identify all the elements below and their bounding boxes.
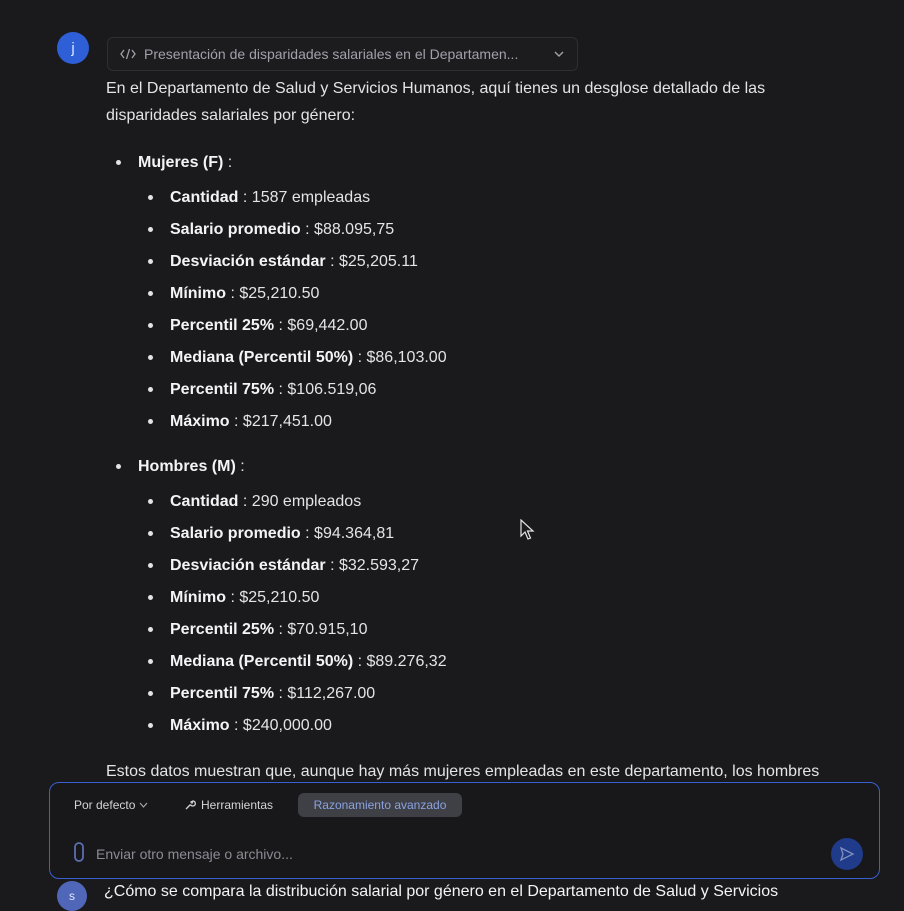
stat-item bbox=[106, 676, 846, 708]
stat-key: Desviación estándar bbox=[170, 557, 326, 574]
bullet-icon bbox=[148, 323, 153, 328]
stat-value: : $69,442.00 bbox=[274, 317, 368, 334]
bullet-icon bbox=[148, 195, 153, 200]
bullet-icon bbox=[148, 419, 153, 424]
stat-item bbox=[106, 180, 846, 212]
chevron-down-icon bbox=[139, 802, 148, 808]
male-stats-list bbox=[106, 484, 846, 740]
assistant-avatar: j bbox=[57, 32, 89, 64]
tools-button[interactable] bbox=[176, 793, 281, 817]
female-header bbox=[106, 145, 846, 180]
stat-item bbox=[106, 644, 846, 676]
model-label: Por defecto bbox=[74, 798, 136, 812]
stat-item bbox=[106, 580, 846, 612]
stat-value: : $240,000.00 bbox=[229, 717, 332, 734]
stat-item bbox=[106, 372, 846, 404]
send-icon bbox=[839, 846, 855, 862]
bullet-icon bbox=[116, 160, 121, 165]
bullet-icon bbox=[148, 563, 153, 568]
female-section bbox=[106, 145, 846, 436]
code-artifact-chip[interactable] bbox=[107, 37, 578, 71]
reasoning-label: Razonamiento avanzado bbox=[313, 798, 447, 812]
stat-value: : $25,210.50 bbox=[226, 285, 320, 302]
male-suffix: : bbox=[235, 458, 245, 475]
bullet-icon bbox=[148, 531, 153, 536]
intro-line-1: En el Departamento de Salud y Servicios Humanos, aquí tienes un desglose detallado de las bbox=[106, 80, 766, 97]
send-button[interactable] bbox=[831, 838, 863, 870]
stat-value: : $94.364,81 bbox=[300, 525, 395, 542]
stat-value: : $112,267.00 bbox=[274, 685, 376, 702]
stat-key: Percentil 25% bbox=[170, 621, 275, 638]
stat-item bbox=[106, 308, 846, 340]
bullet-icon bbox=[148, 227, 153, 232]
user-avatar: s bbox=[57, 881, 87, 911]
female-suffix: : bbox=[223, 154, 233, 171]
stat-value: : $106.519,06 bbox=[274, 381, 377, 398]
stat-item bbox=[106, 244, 846, 276]
stat-item bbox=[106, 548, 846, 580]
stat-key: Mínimo bbox=[170, 285, 226, 302]
stat-item bbox=[106, 404, 846, 436]
stat-key: Máximo bbox=[170, 717, 230, 734]
bullet-icon bbox=[148, 499, 153, 504]
bullet-icon bbox=[148, 259, 153, 264]
stat-value: : $25,205.11 bbox=[325, 253, 418, 270]
stat-value: : 290 empleados bbox=[238, 493, 362, 510]
message-composer bbox=[49, 782, 880, 879]
bullet-icon bbox=[148, 291, 153, 296]
assistant-message bbox=[106, 75, 846, 740]
tools-label: Herramientas bbox=[201, 798, 274, 812]
bullet-icon bbox=[148, 691, 153, 696]
stat-value: : $217,451.00 bbox=[229, 413, 332, 430]
stat-item bbox=[106, 708, 846, 740]
male-section bbox=[106, 449, 846, 740]
intro-line-2: disparidades salariales por género: bbox=[106, 107, 356, 124]
stat-value: : 1587 empleadas bbox=[238, 189, 371, 206]
bullet-icon bbox=[148, 595, 153, 600]
stat-item bbox=[106, 612, 846, 644]
stat-value: : $89.276,32 bbox=[353, 653, 447, 670]
stat-item bbox=[106, 212, 846, 244]
chevron-down-icon[interactable] bbox=[553, 50, 565, 58]
bullet-icon bbox=[148, 355, 153, 360]
stat-key: Mediana (Percentil 50%) bbox=[170, 349, 354, 366]
code-icon bbox=[120, 48, 136, 60]
stat-key: Mediana (Percentil 50%) bbox=[170, 653, 354, 670]
bullet-icon bbox=[148, 723, 153, 728]
female-stats-list bbox=[106, 180, 846, 436]
advanced-reasoning-button[interactable] bbox=[298, 793, 462, 817]
bullet-icon bbox=[148, 387, 153, 392]
stat-key: Desviación estándar bbox=[170, 253, 326, 270]
male-label: Hombres (M) bbox=[138, 458, 236, 475]
stat-value: : $25,210.50 bbox=[226, 589, 320, 606]
stat-item bbox=[106, 340, 846, 372]
stat-value: : $88.095,75 bbox=[300, 221, 395, 238]
stat-key: Percentil 75% bbox=[170, 381, 275, 398]
stat-key: Percentil 75% bbox=[170, 685, 275, 702]
mouse-cursor-icon bbox=[520, 519, 536, 546]
stat-key: Mínimo bbox=[170, 589, 226, 606]
message-input[interactable] bbox=[94, 841, 818, 867]
bullet-icon bbox=[148, 659, 153, 664]
stat-item bbox=[106, 484, 846, 516]
stat-value: : $70.915,10 bbox=[274, 621, 368, 638]
stat-key: Salario promedio bbox=[170, 221, 301, 238]
next-user-message: ¿Cómo se compara la distribución salarial por género en el Departamento de Salud y Servicios bbox=[104, 883, 779, 900]
stat-key: Cantidad bbox=[170, 189, 239, 206]
bullet-icon bbox=[148, 627, 153, 632]
stat-item bbox=[106, 276, 846, 308]
stat-key: Percentil 25% bbox=[170, 317, 275, 334]
closing-paragraph: Estos datos muestran que, aunque hay más mujeres empleadas en este departamento, los hombres bbox=[106, 763, 820, 780]
stat-key: Máximo bbox=[170, 413, 230, 430]
stat-key: Salario promedio bbox=[170, 525, 301, 542]
model-selector[interactable] bbox=[66, 793, 156, 817]
stat-item bbox=[106, 516, 846, 548]
wrench-icon bbox=[184, 799, 196, 811]
paperclip-icon[interactable] bbox=[72, 841, 86, 868]
stat-value: : $32.593,27 bbox=[325, 557, 420, 574]
male-header bbox=[106, 449, 846, 484]
code-chip-title: Presentación de disparidades salariales en el Departamen... bbox=[144, 46, 519, 62]
bullet-icon bbox=[116, 464, 121, 469]
stat-key: Cantidad bbox=[170, 493, 239, 510]
female-label: Mujeres (F) bbox=[138, 154, 224, 171]
stat-value: : $86,103.00 bbox=[353, 349, 447, 366]
